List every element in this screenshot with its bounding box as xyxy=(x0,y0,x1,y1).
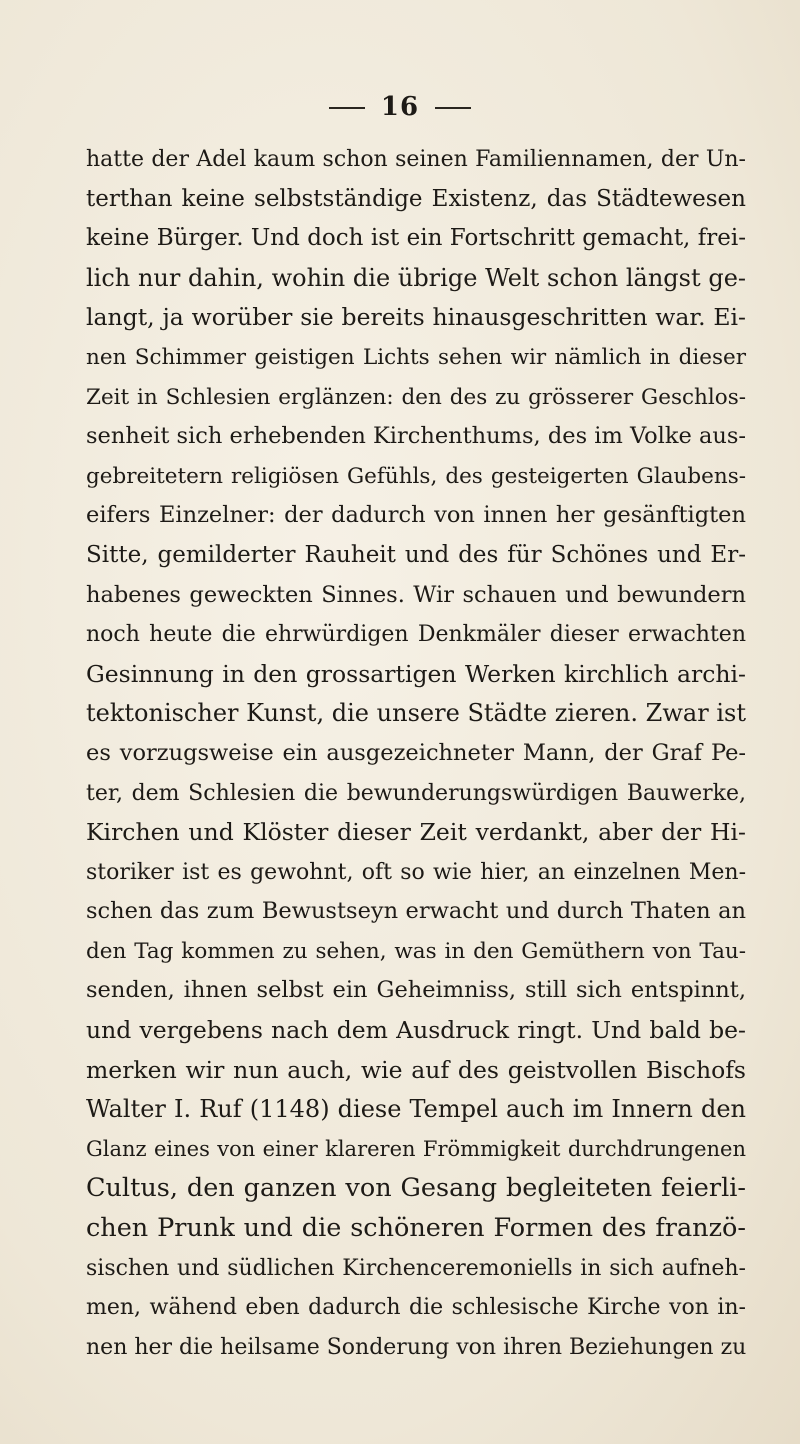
text-line: senden, ihnen selbst ein Geheimniss, still sich entspinnt, xyxy=(86,977,746,1004)
page-number: 16 xyxy=(380,92,420,122)
body-text xyxy=(86,140,746,1367)
text-line: langt, ja worüber sie bereits hinausgeschritten war. Ei- xyxy=(86,303,746,332)
text-line: merken wir nun auch, wie auf des geistvollen Bischofs xyxy=(86,1055,746,1084)
text-line: Cultus, den ganzen von Gesang begleiteten feierli- xyxy=(86,1173,746,1204)
text-line: Kirchen und Klöster dieser Zeit verdankt, aber der Hi- xyxy=(86,818,746,847)
text-line: hatte der Adel kaum schon seinen Familiennamen, der Un- xyxy=(86,147,746,172)
text-line: Walter I. Ruf (1148) diese Tempel auch im Innern den xyxy=(86,1095,746,1124)
text-line: men, wähend eben dadurch die schlesische Kirche von in- xyxy=(86,1295,746,1321)
text-line: keine Bürger. Und doch ist ein Fortschritt gemacht, frei- xyxy=(86,225,746,252)
text-line: tektonischer Kunst, die unsere Städte zieren. Zwar ist xyxy=(86,699,746,728)
header-dash-right xyxy=(435,107,471,109)
page-header xyxy=(0,92,800,122)
text-line: eifers Einzelner: der dadurch von innen her gesänftigten xyxy=(86,502,746,529)
text-line: noch heute die ehrwürdigen Denkmäler dieser erwachten xyxy=(86,622,746,648)
text-line: nen her die heilsame Sonderung von ihren Beziehungen zu xyxy=(86,1334,747,1360)
text-line: habenes geweckten Sinnes. Wir schauen und bewundern xyxy=(86,581,746,608)
text-line: Zeit in Schlesien erglänzen: den des zu grösserer Geschlos- xyxy=(86,384,746,410)
text-line: lich nur dahin, wohin die übrige Welt schon längst ge- xyxy=(86,263,746,292)
text-line: nen Schimmer geistigen Lichts sehen wir nämlich in dieser xyxy=(86,344,746,370)
text-line: ter, dem Schlesien die bewunderungswürdigen Bauwerke, xyxy=(86,780,746,806)
text-line: schen das zum Bewustseyn erwacht und durch Thaten an xyxy=(86,898,746,925)
header-dash-left xyxy=(329,107,365,109)
text-line: chen Prunk und die schöneren Formen des franzö- xyxy=(86,1213,746,1244)
text-line: es vorzugsweise ein ausgezeichneter Mann, der Graf Pe- xyxy=(86,739,746,766)
text-line: terthan keine selbstständige Existenz, das Städtewesen xyxy=(86,185,746,212)
text-line: den Tag kommen zu sehen, was in den Gemüthern von Tau- xyxy=(86,938,746,964)
text-line: und vergebens nach dem Ausdruck ringt. Und bald be- xyxy=(86,1016,746,1045)
text-line: Sitte, gemilderter Rauheit und des für Schönes und Er- xyxy=(86,541,746,568)
text-line: Gesinnung in den grossartigen Werken kirchlich archi- xyxy=(86,659,746,688)
text-line: gebreitetern religiösen Gefühls, des gesteigerten Glaubens- xyxy=(86,463,746,489)
text-line: Glanz eines von einer klareren Frömmigkeit durchdrungenen xyxy=(86,1136,746,1161)
text-line: senheit sich erhebenden Kirchenthums, des im Volke aus- xyxy=(86,423,747,450)
text-line: sischen und südlichen Kirchenceremoniells in sich aufneh- xyxy=(86,1255,746,1281)
text-line: storiker ist es gewohnt, oft so wie hier, an einzelnen Men- xyxy=(86,859,746,885)
